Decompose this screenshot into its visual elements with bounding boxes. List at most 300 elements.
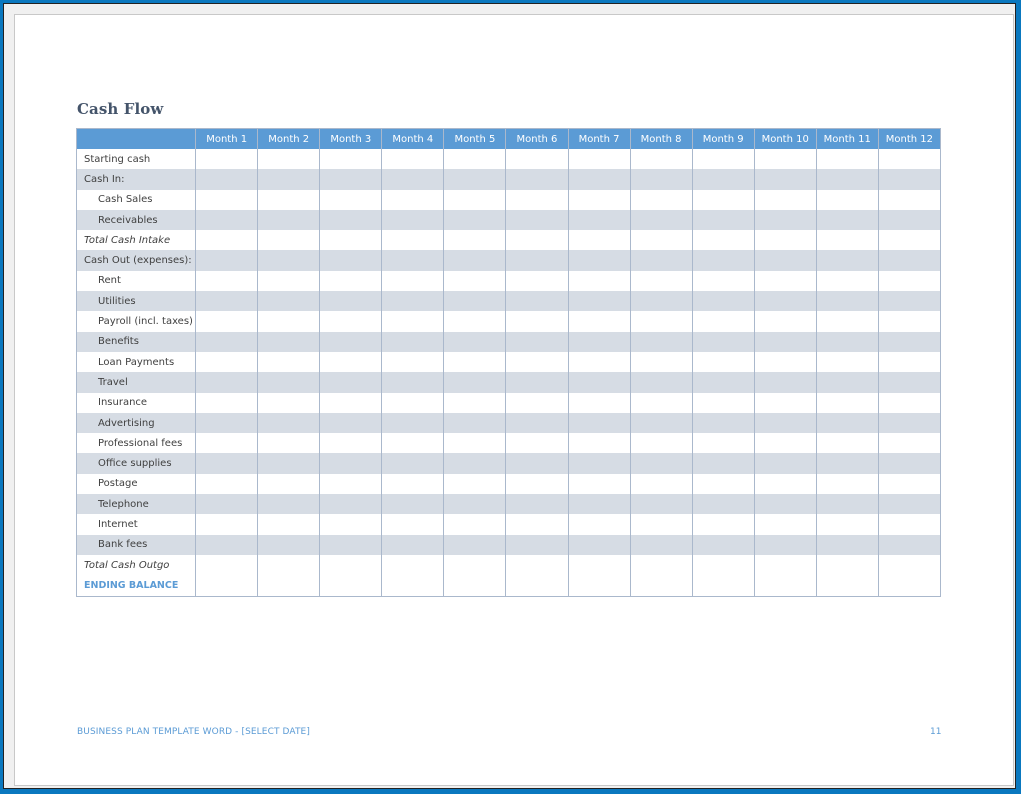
cell-month-12[interactable] [878, 352, 940, 372]
cell-month-6[interactable] [506, 433, 568, 453]
cell-month-11[interactable] [816, 514, 878, 534]
cell-month-3[interactable] [320, 393, 382, 413]
cell-month-5[interactable] [444, 413, 506, 433]
cell-month-7[interactable] [568, 514, 630, 534]
cell-month-4[interactable] [382, 372, 444, 392]
cell-month-4[interactable] [382, 250, 444, 270]
cell-month-9[interactable] [692, 190, 754, 210]
cell-month-8[interactable] [630, 311, 692, 331]
cell-month-8[interactable] [630, 169, 692, 189]
cell-month-11[interactable] [816, 453, 878, 473]
cell-month-10[interactable] [754, 514, 816, 534]
cell-month-10[interactable] [754, 413, 816, 433]
cell-month-4[interactable] [382, 271, 444, 291]
cell-month-11[interactable] [816, 535, 878, 555]
cell-month-3[interactable] [320, 291, 382, 311]
cell-month-3[interactable] [320, 535, 382, 555]
cell-month-9[interactable] [692, 291, 754, 311]
cell-month-4[interactable] [382, 169, 444, 189]
cell-month-4[interactable] [382, 291, 444, 311]
header-cell-month-8: Month 8 [630, 129, 692, 150]
cell-month-3[interactable] [320, 555, 382, 575]
cell-month-11[interactable] [816, 250, 878, 270]
cell-month-6[interactable] [506, 149, 568, 169]
cell-month-12[interactable] [878, 575, 940, 596]
cell-month-11[interactable] [816, 494, 878, 514]
cell-month-7[interactable] [568, 413, 630, 433]
cell-month-12[interactable] [878, 230, 940, 250]
cell-month-11[interactable] [816, 413, 878, 433]
cell-month-8[interactable] [630, 271, 692, 291]
cell-month-8[interactable] [630, 149, 692, 169]
cell-month-1[interactable] [196, 332, 258, 352]
cell-month-2[interactable] [258, 575, 320, 596]
cell-month-9[interactable] [692, 474, 754, 494]
header-cell-month-7: Month 7 [568, 129, 630, 150]
cell-month-5[interactable] [444, 514, 506, 534]
cell-month-5[interactable] [444, 352, 506, 372]
cell-month-9[interactable] [692, 575, 754, 596]
cell-month-9[interactable] [692, 453, 754, 473]
page-number: 11 [930, 727, 942, 737]
cell-month-5[interactable] [444, 250, 506, 270]
cell-month-10[interactable] [754, 453, 816, 473]
cell-month-5[interactable] [444, 393, 506, 413]
cell-month-11[interactable] [816, 433, 878, 453]
cell-month-2[interactable] [258, 190, 320, 210]
row-label: ENDING BALANCE [77, 575, 196, 596]
cell-month-6[interactable] [506, 271, 568, 291]
cell-month-7[interactable] [568, 433, 630, 453]
cell-month-6[interactable] [506, 230, 568, 250]
cell-month-10[interactable] [754, 494, 816, 514]
cell-month-8[interactable] [630, 514, 692, 534]
table-row [77, 230, 941, 250]
cell-month-12[interactable] [878, 555, 940, 575]
cell-month-10[interactable] [754, 433, 816, 453]
cell-month-10[interactable] [754, 250, 816, 270]
cell-month-1[interactable] [196, 250, 258, 270]
cell-month-12[interactable] [878, 190, 940, 210]
cell-month-6[interactable] [506, 413, 568, 433]
cell-month-1[interactable] [196, 393, 258, 413]
cell-month-2[interactable] [258, 149, 320, 169]
cell-month-10[interactable] [754, 311, 816, 331]
cell-month-7[interactable] [568, 535, 630, 555]
cell-month-5[interactable] [444, 271, 506, 291]
cell-month-6[interactable] [506, 393, 568, 413]
cell-month-2[interactable] [258, 169, 320, 189]
cell-month-1[interactable] [196, 372, 258, 392]
cell-month-1[interactable] [196, 311, 258, 331]
cell-month-8[interactable] [630, 433, 692, 453]
cell-month-12[interactable] [878, 433, 940, 453]
row-label: Starting cash [77, 149, 196, 169]
cell-month-4[interactable] [382, 149, 444, 169]
cell-month-12[interactable] [878, 311, 940, 331]
cell-month-10[interactable] [754, 474, 816, 494]
cell-month-5[interactable] [444, 494, 506, 514]
cell-month-7[interactable] [568, 190, 630, 210]
row-label: Cash In: [77, 169, 196, 189]
cell-month-3[interactable] [320, 352, 382, 372]
cell-month-6[interactable] [506, 474, 568, 494]
cell-month-8[interactable] [630, 352, 692, 372]
cash-flow-table [76, 128, 941, 597]
cell-month-1[interactable] [196, 413, 258, 433]
cell-month-4[interactable] [382, 535, 444, 555]
cell-month-6[interactable] [506, 311, 568, 331]
cell-month-12[interactable] [878, 474, 940, 494]
cell-month-9[interactable] [692, 169, 754, 189]
cell-month-7[interactable] [568, 575, 630, 596]
cell-month-4[interactable] [382, 474, 444, 494]
row-label: Cash Out (expenses): [77, 250, 196, 270]
cell-month-2[interactable] [258, 332, 320, 352]
cell-month-1[interactable] [196, 169, 258, 189]
cell-month-2[interactable] [258, 535, 320, 555]
cell-month-6[interactable] [506, 250, 568, 270]
cell-month-4[interactable] [382, 210, 444, 230]
cell-month-4[interactable] [382, 230, 444, 250]
cell-month-11[interactable] [816, 291, 878, 311]
cell-month-12[interactable] [878, 453, 940, 473]
cell-month-9[interactable] [692, 352, 754, 372]
cell-month-11[interactable] [816, 372, 878, 392]
cell-month-7[interactable] [568, 149, 630, 169]
row-label: Office supplies [77, 453, 196, 473]
table-row [77, 149, 941, 169]
cell-month-4[interactable] [382, 311, 444, 331]
row-label: Utilities [77, 291, 196, 311]
table-row [77, 413, 941, 433]
cell-month-12[interactable] [878, 514, 940, 534]
cell-month-9[interactable] [692, 210, 754, 230]
cell-month-9[interactable] [692, 311, 754, 331]
cell-month-6[interactable] [506, 372, 568, 392]
cell-month-2[interactable] [258, 271, 320, 291]
cell-month-5[interactable] [444, 535, 506, 555]
cell-month-10[interactable] [754, 555, 816, 575]
cell-month-6[interactable] [506, 352, 568, 372]
row-label: Postage [77, 474, 196, 494]
cell-month-11[interactable] [816, 555, 878, 575]
cell-month-12[interactable] [878, 149, 940, 169]
cell-month-7[interactable] [568, 311, 630, 331]
cell-month-1[interactable] [196, 149, 258, 169]
cell-month-12[interactable] [878, 413, 940, 433]
cell-month-12[interactable] [878, 291, 940, 311]
cell-month-11[interactable] [816, 332, 878, 352]
page-title: Cash Flow [77, 100, 164, 118]
cell-month-1[interactable] [196, 230, 258, 250]
cell-month-8[interactable] [630, 291, 692, 311]
cell-month-6[interactable] [506, 190, 568, 210]
cell-month-2[interactable] [258, 555, 320, 575]
cell-month-8[interactable] [630, 332, 692, 352]
cell-month-4[interactable] [382, 190, 444, 210]
cell-month-7[interactable] [568, 210, 630, 230]
cell-month-7[interactable] [568, 494, 630, 514]
cell-month-12[interactable] [878, 271, 940, 291]
cell-month-2[interactable] [258, 372, 320, 392]
cell-month-5[interactable] [444, 332, 506, 352]
cell-month-5[interactable] [444, 169, 506, 189]
cell-month-11[interactable] [816, 311, 878, 331]
row-label: Total Cash Intake [77, 230, 196, 250]
row-label: Rent [77, 271, 196, 291]
cell-month-6[interactable] [506, 575, 568, 596]
cell-month-7[interactable] [568, 291, 630, 311]
table-row [77, 494, 941, 514]
cell-month-3[interactable] [320, 332, 382, 352]
cell-month-8[interactable] [630, 250, 692, 270]
cell-month-11[interactable] [816, 352, 878, 372]
cell-month-6[interactable] [506, 453, 568, 473]
cell-month-3[interactable] [320, 250, 382, 270]
cell-month-10[interactable] [754, 210, 816, 230]
cell-month-10[interactable] [754, 230, 816, 250]
cell-month-1[interactable] [196, 555, 258, 575]
cell-month-11[interactable] [816, 393, 878, 413]
table-row [77, 250, 941, 270]
table-row [77, 514, 941, 534]
cell-month-8[interactable] [630, 555, 692, 575]
cell-month-6[interactable] [506, 169, 568, 189]
table-row [77, 575, 941, 596]
cell-month-3[interactable] [320, 453, 382, 473]
cell-month-1[interactable] [196, 453, 258, 473]
cell-month-10[interactable] [754, 372, 816, 392]
cell-month-6[interactable] [506, 555, 568, 575]
cell-month-11[interactable] [816, 210, 878, 230]
cell-month-5[interactable] [444, 372, 506, 392]
cell-month-3[interactable] [320, 271, 382, 291]
cell-month-12[interactable] [878, 210, 940, 230]
cell-month-11[interactable] [816, 190, 878, 210]
cell-month-3[interactable] [320, 474, 382, 494]
cell-month-6[interactable] [506, 535, 568, 555]
cell-month-3[interactable] [320, 149, 382, 169]
cell-month-8[interactable] [630, 535, 692, 555]
cell-month-3[interactable] [320, 230, 382, 250]
cell-month-3[interactable] [320, 169, 382, 189]
cell-month-2[interactable] [258, 210, 320, 230]
cell-month-6[interactable] [506, 494, 568, 514]
cell-month-2[interactable] [258, 352, 320, 372]
cell-month-3[interactable] [320, 494, 382, 514]
cell-month-4[interactable] [382, 453, 444, 473]
header-cell-month-9: Month 9 [692, 129, 754, 150]
cell-month-3[interactable] [320, 433, 382, 453]
cell-month-8[interactable] [630, 413, 692, 433]
cell-month-5[interactable] [444, 190, 506, 210]
cell-month-8[interactable] [630, 453, 692, 473]
cell-month-8[interactable] [630, 494, 692, 514]
cell-month-5[interactable] [444, 291, 506, 311]
cell-month-2[interactable] [258, 393, 320, 413]
cell-month-1[interactable] [196, 514, 258, 534]
cell-month-7[interactable] [568, 332, 630, 352]
cell-month-8[interactable] [630, 474, 692, 494]
cell-month-3[interactable] [320, 413, 382, 433]
cell-month-7[interactable] [568, 352, 630, 372]
cell-month-12[interactable] [878, 535, 940, 555]
cell-month-3[interactable] [320, 575, 382, 596]
cell-month-7[interactable] [568, 230, 630, 250]
cell-month-10[interactable] [754, 169, 816, 189]
cell-month-1[interactable] [196, 494, 258, 514]
cell-month-1[interactable] [196, 474, 258, 494]
cell-month-8[interactable] [630, 190, 692, 210]
table-row [77, 190, 941, 210]
cell-month-9[interactable] [692, 514, 754, 534]
cell-month-9[interactable] [692, 535, 754, 555]
cell-month-2[interactable] [258, 453, 320, 473]
cell-month-3[interactable] [320, 190, 382, 210]
cell-month-8[interactable] [630, 393, 692, 413]
cell-month-11[interactable] [816, 271, 878, 291]
cell-month-5[interactable] [444, 575, 506, 596]
cell-month-2[interactable] [258, 514, 320, 534]
cell-month-9[interactable] [692, 393, 754, 413]
cell-month-12[interactable] [878, 393, 940, 413]
cell-month-2[interactable] [258, 474, 320, 494]
table-row [77, 535, 941, 555]
cell-month-5[interactable] [444, 555, 506, 575]
header-cell-month-12: Month 12 [878, 129, 940, 150]
cell-month-4[interactable] [382, 352, 444, 372]
cell-month-5[interactable] [444, 433, 506, 453]
cell-month-4[interactable] [382, 514, 444, 534]
cell-month-1[interactable] [196, 433, 258, 453]
cell-month-11[interactable] [816, 575, 878, 596]
cell-month-5[interactable] [444, 474, 506, 494]
cell-month-9[interactable] [692, 555, 754, 575]
cell-month-10[interactable] [754, 575, 816, 596]
cell-month-1[interactable] [196, 291, 258, 311]
row-label: Advertising [77, 413, 196, 433]
cell-month-9[interactable] [692, 332, 754, 352]
cell-month-1[interactable] [196, 271, 258, 291]
cell-month-9[interactable] [692, 413, 754, 433]
cell-month-10[interactable] [754, 190, 816, 210]
cell-month-7[interactable] [568, 169, 630, 189]
cell-month-8[interactable] [630, 230, 692, 250]
cell-month-2[interactable] [258, 311, 320, 331]
table-row [77, 271, 941, 291]
cell-month-5[interactable] [444, 230, 506, 250]
cell-month-7[interactable] [568, 453, 630, 473]
cell-month-4[interactable] [382, 494, 444, 514]
cell-month-12[interactable] [878, 250, 940, 270]
header-cell-month-3: Month 3 [320, 129, 382, 150]
table-row [77, 393, 941, 413]
cell-month-12[interactable] [878, 494, 940, 514]
cell-month-8[interactable] [630, 575, 692, 596]
cell-month-9[interactable] [692, 372, 754, 392]
cell-month-5[interactable] [444, 453, 506, 473]
cell-month-10[interactable] [754, 332, 816, 352]
cell-month-3[interactable] [320, 210, 382, 230]
cell-month-7[interactable] [568, 372, 630, 392]
cell-month-3[interactable] [320, 311, 382, 331]
cell-month-6[interactable] [506, 291, 568, 311]
cell-month-2[interactable] [258, 250, 320, 270]
cell-month-4[interactable] [382, 555, 444, 575]
cell-month-9[interactable] [692, 494, 754, 514]
cell-month-10[interactable] [754, 291, 816, 311]
cell-month-10[interactable] [754, 149, 816, 169]
cell-month-1[interactable] [196, 535, 258, 555]
cell-month-7[interactable] [568, 393, 630, 413]
table-row [77, 169, 941, 189]
cell-month-6[interactable] [506, 210, 568, 230]
cell-month-5[interactable] [444, 311, 506, 331]
cell-month-2[interactable] [258, 433, 320, 453]
cell-month-11[interactable] [816, 169, 878, 189]
header-cell-month-1: Month 1 [196, 129, 258, 150]
cell-month-4[interactable] [382, 332, 444, 352]
cell-month-9[interactable] [692, 230, 754, 250]
cell-month-12[interactable] [878, 332, 940, 352]
cell-month-2[interactable] [258, 494, 320, 514]
cell-month-7[interactable] [568, 250, 630, 270]
cell-month-3[interactable] [320, 514, 382, 534]
cell-month-4[interactable] [382, 433, 444, 453]
cell-month-10[interactable] [754, 393, 816, 413]
header-cell-month-2: Month 2 [258, 129, 320, 150]
cell-month-2[interactable] [258, 413, 320, 433]
cell-month-6[interactable] [506, 332, 568, 352]
cell-month-7[interactable] [568, 555, 630, 575]
table-row [77, 332, 941, 352]
cell-month-1[interactable] [196, 352, 258, 372]
cell-month-6[interactable] [506, 514, 568, 534]
cell-month-10[interactable] [754, 535, 816, 555]
cell-month-8[interactable] [630, 210, 692, 230]
header-cell-month-5: Month 5 [444, 129, 506, 150]
cell-month-3[interactable] [320, 372, 382, 392]
cell-month-4[interactable] [382, 393, 444, 413]
cell-month-10[interactable] [754, 352, 816, 372]
cell-month-11[interactable] [816, 474, 878, 494]
cell-month-2[interactable] [258, 230, 320, 250]
cell-month-10[interactable] [754, 271, 816, 291]
table-row [77, 474, 941, 494]
cell-month-7[interactable] [568, 474, 630, 494]
cell-month-5[interactable] [444, 149, 506, 169]
cell-month-9[interactable] [692, 271, 754, 291]
cell-month-9[interactable] [692, 149, 754, 169]
cell-month-4[interactable] [382, 413, 444, 433]
cell-month-9[interactable] [692, 250, 754, 270]
cell-month-1[interactable] [196, 575, 258, 596]
cell-month-1[interactable] [196, 190, 258, 210]
cell-month-12[interactable] [878, 372, 940, 392]
cell-month-8[interactable] [630, 372, 692, 392]
row-label: Insurance [77, 393, 196, 413]
cell-month-11[interactable] [816, 230, 878, 250]
cell-month-7[interactable] [568, 271, 630, 291]
cell-month-9[interactable] [692, 433, 754, 453]
cell-month-2[interactable] [258, 291, 320, 311]
cell-month-5[interactable] [444, 210, 506, 230]
cell-month-11[interactable] [816, 149, 878, 169]
cell-month-1[interactable] [196, 210, 258, 230]
cell-month-12[interactable] [878, 169, 940, 189]
cell-month-4[interactable] [382, 575, 444, 596]
